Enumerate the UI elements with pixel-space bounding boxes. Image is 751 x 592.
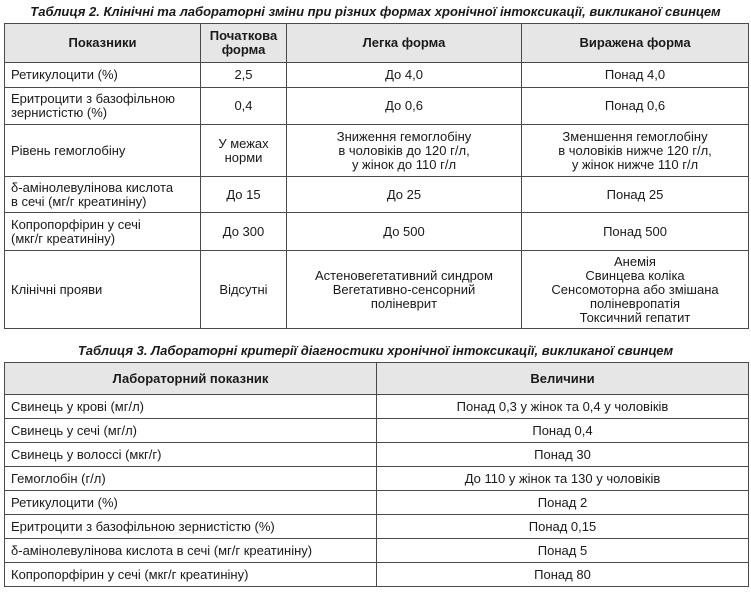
table-cell: Понад 4,0 — [522, 63, 749, 88]
table-cell: Свинець у волоссі (мкг/г) — [5, 443, 377, 467]
table-cell: Клінічні прояви — [5, 251, 201, 329]
table2-header-initial-form: Початкова форма — [201, 24, 287, 63]
table-cell: Понад 500 — [522, 213, 749, 251]
table-cell: Понад 2 — [377, 491, 749, 515]
table3 — [4, 362, 749, 587]
table-cell: До 300 — [201, 213, 287, 251]
table-cell: Ретикулоцити (%) — [5, 491, 377, 515]
table-cell: Свинець у сечі (мг/л) — [5, 419, 377, 443]
table-cell: Зменшення гемоглобіну в чоловіків нижче 120 г/л, у жінок нижче 110 г/л — [522, 125, 749, 177]
table2-header-row — [5, 24, 749, 63]
table-row — [5, 419, 749, 443]
table-cell: Понад 0,6 — [522, 88, 749, 125]
table-cell: До 0,6 — [287, 88, 522, 125]
table-row — [5, 467, 749, 491]
table-cell: Еритроцити з базофільною зернистістю (%) — [5, 515, 377, 539]
table-cell: Копропорфірин у сечі (мкг/г креатиніну) — [5, 563, 377, 587]
table3-header-values: Величини — [377, 363, 749, 395]
table3-header-row — [5, 363, 749, 395]
table-cell: δ-амінолевулінова кислота в сечі (мг/г креатиніну) — [5, 177, 201, 213]
table-cell: Понад 0,15 — [377, 515, 749, 539]
table2-caption: Таблиця 2. Клінічні та лабораторні зміни при різних формах хронічної інтоксикації, викликаної свинцем — [30, 4, 721, 19]
table-cell: 0,4 — [201, 88, 287, 125]
table2 — [4, 23, 749, 329]
table-cell: До 4,0 — [287, 63, 522, 88]
table-cell: Понад 25 — [522, 177, 749, 213]
table-cell: Відсутні — [201, 251, 287, 329]
table-row — [5, 88, 749, 125]
table-row — [5, 395, 749, 419]
table-cell: До 25 — [287, 177, 522, 213]
table-cell: Гемоглобін (г/л) — [5, 467, 377, 491]
table-cell: Понад 0,3 у жінок та 0,4 у чоловіків — [377, 395, 749, 419]
table2-header-mild-form: Легка форма — [287, 24, 522, 63]
table2-header-severe-form: Виражена форма — [522, 24, 749, 63]
table-cell: Ретикулоцити (%) — [5, 63, 201, 88]
table-cell: До 15 — [201, 177, 287, 213]
table-row — [5, 539, 749, 563]
table-cell: Рівень гемоглобіну — [5, 125, 201, 177]
table-cell: Понад 0,4 — [377, 419, 749, 443]
table-cell: Астеновегетативний синдром Вегетативно-сенсорний поліневрит — [287, 251, 522, 329]
table-cell: Еритроцити з базофільною зернистістю (%) — [5, 88, 201, 125]
table-cell: У межах норми — [201, 125, 287, 177]
table-cell: Понад 30 — [377, 443, 749, 467]
table-cell: Понад 80 — [377, 563, 749, 587]
table-cell: Понад 5 — [377, 539, 749, 563]
table3-caption: Таблиця 3. Лабораторні критерії діагностики хронічної інтоксикації, викликаної свинцем — [77, 343, 674, 358]
table-row — [5, 491, 749, 515]
table-cell: До 110 у жінок та 130 у чоловіків — [377, 467, 749, 491]
table-row — [5, 251, 749, 329]
table-row — [5, 563, 749, 587]
table-row — [5, 177, 749, 213]
table-row — [5, 213, 749, 251]
table-cell: Копропорфірин у сечі (мкг/г креатиніну) — [5, 213, 201, 251]
table3-header-indicator: Лабораторний показник — [5, 363, 377, 395]
table-cell: Свинець у крові (мг/л) — [5, 395, 377, 419]
table-cell: Анемія Свинцева коліка Сенсомоторна або змішана поліневропатія Токсичний гепатит — [522, 251, 749, 329]
table-cell: 2,5 — [201, 63, 287, 88]
table-cell: До 500 — [287, 213, 522, 251]
table-row — [5, 125, 749, 177]
table-row — [5, 443, 749, 467]
table-row — [5, 63, 749, 88]
table2-header-indicators: Показники — [5, 24, 201, 63]
table-cell: δ-амінолевулінова кислота в сечі (мг/г креатиніну) — [5, 539, 377, 563]
table-cell: Зниження гемоглобіну в чоловіків до 120 г/л, у жінок до 110 г/л — [287, 125, 522, 177]
table-row — [5, 515, 749, 539]
